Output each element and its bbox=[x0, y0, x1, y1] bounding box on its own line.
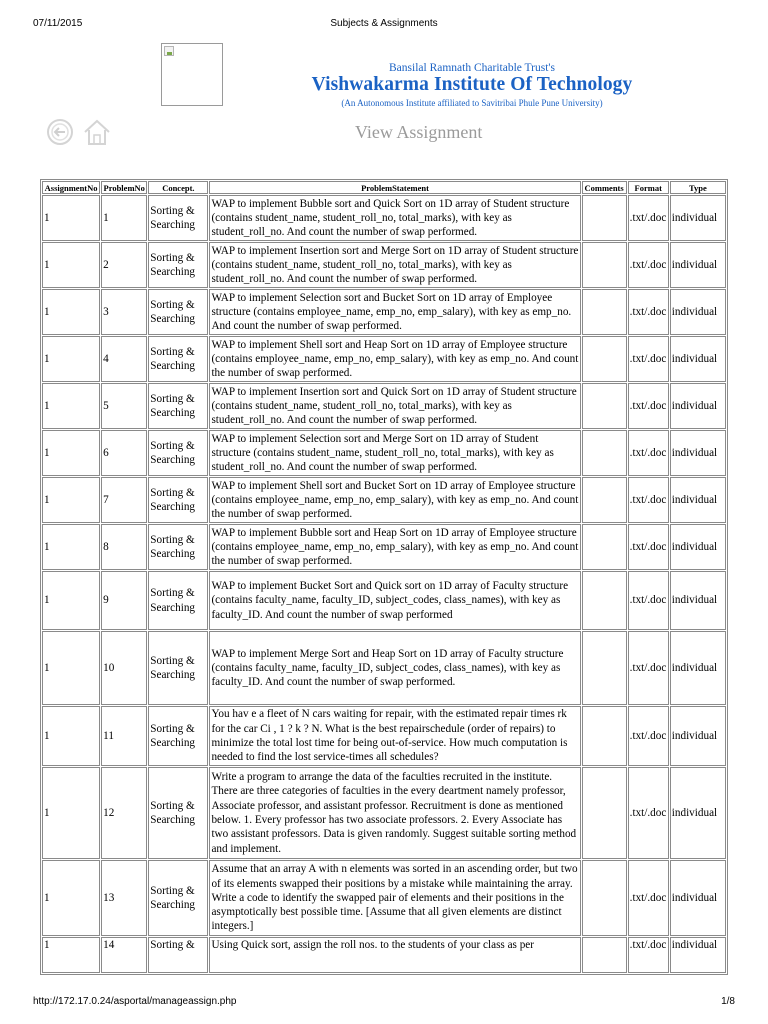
print-footer bbox=[0, 996, 768, 1010]
table-row bbox=[42, 937, 726, 973]
format-cell: .txt/.doc bbox=[628, 706, 669, 766]
format-cell: .txt/.doc bbox=[628, 383, 669, 429]
assignment-no-cell: 1 bbox=[42, 430, 100, 476]
format-cell: .txt/.doc bbox=[628, 195, 669, 241]
type-cell: individual bbox=[670, 524, 726, 570]
format-cell: .txt/.doc bbox=[628, 860, 669, 936]
back-arrow-icon[interactable] bbox=[45, 117, 75, 147]
problem-statement-cell: WAP to implement Merge Sort and Heap Sort on 1D array of Faculty structure (contains faculty_name, faculty_ID, subject_codes, class_names), with key as faculty_ID. And count the number of swap performed. bbox=[209, 631, 580, 705]
problem-statement-cell: You hav e a fleet of N cars waiting for repair, with the estimated repair times rk for the car Ci , 1 ? k ? N. What is the best repairschedule (order of repairs) to minimize the total lost time for being out-of-service. How much computation is needed to find the lost service-times all schedules? bbox=[209, 706, 580, 766]
table-row bbox=[42, 706, 726, 766]
broken-image-icon bbox=[164, 46, 174, 56]
type-cell: individual bbox=[670, 195, 726, 241]
format-cell: .txt/.doc bbox=[628, 767, 669, 859]
table-row bbox=[42, 430, 726, 476]
table-row bbox=[42, 477, 726, 523]
concept-cell: Sorting & Searching bbox=[148, 430, 208, 476]
type-cell: individual bbox=[670, 289, 726, 335]
problem-statement-cell: WAP to implement Bubble sort and Heap Sort on 1D array of Employee structure (contains employee_name, emp_no, emp_salary), with key as emp_no. And count the number of swap performed. bbox=[209, 524, 580, 570]
table-row bbox=[42, 524, 726, 570]
format-cell: .txt/.doc bbox=[628, 336, 669, 382]
table-header-row bbox=[42, 181, 726, 194]
comments-cell bbox=[582, 937, 627, 973]
home-icon[interactable] bbox=[82, 117, 112, 147]
format-cell: .txt/.doc bbox=[628, 571, 669, 630]
problem-no-cell: 5 bbox=[101, 383, 147, 429]
problem-statement-cell: Assume that an array A with n elements was sorted in an ascending order, but two of its elements swapped their positions by a mistake while maintaining the array. Write a code to identify the swapped pair of elements and their positions in the asymptotically best possible time. [Assume that all given elements are distinct integers.] bbox=[209, 860, 580, 936]
table-row bbox=[42, 571, 726, 630]
comments-cell bbox=[582, 767, 627, 859]
table-row bbox=[42, 195, 726, 241]
problem-no-cell: 6 bbox=[101, 430, 147, 476]
comments-cell bbox=[582, 706, 627, 766]
table-row bbox=[42, 336, 726, 382]
comments-cell bbox=[582, 383, 627, 429]
print-date: 07/11/2015 bbox=[33, 18, 83, 29]
format-cell: .txt/.doc bbox=[628, 430, 669, 476]
problem-no-cell: 14 bbox=[101, 937, 147, 973]
table-row bbox=[42, 631, 726, 705]
assignment-no-cell: 1 bbox=[42, 767, 100, 859]
problem-no-cell: 11 bbox=[101, 706, 147, 766]
column-header: Format bbox=[628, 181, 669, 194]
problem-statement-cell: WAP to implement Bucket Sort and Quick sort on 1D array of Faculty structure (contains faculty_name, faculty_ID, subject_codes, class_names), with key as faculty_ID. And count the number of swap performed bbox=[209, 571, 580, 630]
problem-statement-cell: Write a program to arrange the data of the faculties recruited in the institute. There are three categories of faculties in the every deartment namely professor, Associate professor, and assistant professor. Recruitment is done as mentioned below. 1. Every professor has two associate professors. 2. Every Associate has two assistant professors. Data is given randomly. Suggest suitable sorting method and implement. bbox=[209, 767, 580, 859]
problem-no-cell: 3 bbox=[101, 289, 147, 335]
comments-cell bbox=[582, 289, 627, 335]
problem-no-cell: 4 bbox=[101, 336, 147, 382]
print-title: Subjects & Assignments bbox=[330, 18, 438, 29]
problem-no-cell: 9 bbox=[101, 571, 147, 630]
table-row bbox=[42, 383, 726, 429]
comments-cell bbox=[582, 242, 627, 288]
comments-cell bbox=[582, 571, 627, 630]
print-header bbox=[0, 18, 768, 32]
comments-cell bbox=[582, 336, 627, 382]
assignment-no-cell: 1 bbox=[42, 383, 100, 429]
assignment-no-cell: 1 bbox=[42, 477, 100, 523]
format-cell: .txt/.doc bbox=[628, 242, 669, 288]
format-cell: .txt/.doc bbox=[628, 477, 669, 523]
concept-cell: Sorting & Searching bbox=[148, 706, 208, 766]
type-cell: individual bbox=[670, 383, 726, 429]
page-number: 1/8 bbox=[721, 996, 735, 1007]
problem-statement-cell: WAP to implement Bubble sort and Quick Sort on 1D array of Student structure (contains student_name, student_roll_no, total_marks), with key as student_roll_no. And count the number of swap performed. bbox=[209, 195, 580, 241]
table-row bbox=[42, 242, 726, 288]
format-cell: .txt/.doc bbox=[628, 289, 669, 335]
problem-statement-cell: WAP to implement Insertion sort and Merge Sort on 1D array of Student structure (contains student_name, student_roll_no, total_marks), with key as student_roll_no. And count the number of swap performed. bbox=[209, 242, 580, 288]
concept-cell: Sorting & Searching bbox=[148, 242, 208, 288]
problem-no-cell: 13 bbox=[101, 860, 147, 936]
column-header: ProblemStatement bbox=[209, 181, 580, 194]
column-header: Type bbox=[670, 181, 726, 194]
concept-cell: Sorting & Searching bbox=[148, 477, 208, 523]
comments-cell bbox=[582, 860, 627, 936]
assignment-no-cell: 1 bbox=[42, 336, 100, 382]
table-row bbox=[42, 860, 726, 936]
concept-cell: Sorting & Searching bbox=[148, 767, 208, 859]
concept-cell: Sorting & Searching bbox=[148, 524, 208, 570]
assignment-no-cell: 1 bbox=[42, 524, 100, 570]
column-header: ProblemNo bbox=[101, 181, 147, 194]
type-cell: individual bbox=[670, 242, 726, 288]
table-row bbox=[42, 289, 726, 335]
type-cell: individual bbox=[670, 860, 726, 936]
page-title: View Assignment bbox=[355, 122, 483, 142]
type-cell: individual bbox=[670, 706, 726, 766]
problem-statement-cell: WAP to implement Insertion sort and Quick Sort on 1D array of Student structure (contains student_name, student_roll_no, total_marks), with key as student_roll_no. And count the number of swap performed. bbox=[209, 383, 580, 429]
problem-no-cell: 10 bbox=[101, 631, 147, 705]
type-cell: individual bbox=[670, 336, 726, 382]
format-cell: .txt/.doc bbox=[628, 524, 669, 570]
problem-statement-cell: WAP to implement Shell sort and Heap Sort on 1D array of Employee structure (contains employee_name, emp_no, emp_salary), with key as emp_no. And count the number of swap performed. bbox=[209, 336, 580, 382]
concept-cell: Sorting & Searching bbox=[148, 631, 208, 705]
problem-no-cell: 1 bbox=[101, 195, 147, 241]
comments-cell bbox=[582, 195, 627, 241]
problem-statement-cell: WAP to implement Selection sort and Merge Sort on 1D array of Student structure (contains student_name, student_roll_no, total_marks), with key as student_roll_no. And count the number of swap performed. bbox=[209, 430, 580, 476]
institute-name: Vishwakarma Institute Of Technology bbox=[311, 74, 633, 95]
assignment-no-cell: 1 bbox=[42, 937, 100, 973]
assignment-no-cell: 1 bbox=[42, 289, 100, 335]
assignment-no-cell: 1 bbox=[42, 860, 100, 936]
concept-cell: Sorting & Searching bbox=[148, 195, 208, 241]
institute-affiliation: (An Autonomous Institute affiliated to Savitribai Phule Pune University) bbox=[341, 98, 603, 108]
column-header: Concept. bbox=[148, 181, 208, 194]
assignment-no-cell: 1 bbox=[42, 195, 100, 241]
comments-cell bbox=[582, 524, 627, 570]
assignment-no-cell: 1 bbox=[42, 706, 100, 766]
problem-no-cell: 2 bbox=[101, 242, 147, 288]
logo-image-placeholder bbox=[161, 43, 223, 106]
type-cell: individual bbox=[670, 477, 726, 523]
column-header: Comments bbox=[582, 181, 627, 194]
assignment-no-cell: 1 bbox=[42, 242, 100, 288]
column-header: AssignmentNo bbox=[42, 181, 100, 194]
type-cell: individual bbox=[670, 937, 726, 973]
assignment-table bbox=[40, 179, 728, 975]
problem-statement-cell: Using Quick sort, assign the roll nos. to the students of your class as per bbox=[209, 937, 580, 973]
problem-no-cell: 7 bbox=[101, 477, 147, 523]
type-cell: individual bbox=[670, 430, 726, 476]
problem-no-cell: 12 bbox=[101, 767, 147, 859]
comments-cell bbox=[582, 430, 627, 476]
comments-cell bbox=[582, 477, 627, 523]
type-cell: individual bbox=[670, 631, 726, 705]
comments-cell bbox=[582, 631, 627, 705]
format-cell: .txt/.doc bbox=[628, 937, 669, 973]
concept-cell: Sorting & Searching bbox=[148, 289, 208, 335]
concept-cell: Sorting & Searching bbox=[148, 336, 208, 382]
concept-cell: Sorting & Searching bbox=[148, 571, 208, 630]
problem-no-cell: 8 bbox=[101, 524, 147, 570]
concept-cell: Sorting & Searching bbox=[148, 860, 208, 936]
format-cell: .txt/.doc bbox=[628, 631, 669, 705]
type-cell: individual bbox=[670, 767, 726, 859]
problem-statement-cell: WAP to implement Shell sort and Bucket Sort on 1D array of Employee structure (contains employee_name, emp_no, emp_salary), with key as emp_no. And count the number of swap performed. bbox=[209, 477, 580, 523]
page-url: http://172.17.0.24/asportal/manageassign.php bbox=[33, 996, 237, 1007]
concept-cell: Sorting & Searching bbox=[148, 383, 208, 429]
problem-statement-cell: WAP to implement Selection sort and Bucket Sort on 1D array of Employee structure (contains employee_name, emp_no, emp_salary), with key as emp_no. And count the number of swap performed. bbox=[209, 289, 580, 335]
concept-cell: Sorting & bbox=[148, 937, 208, 973]
table-row bbox=[42, 767, 726, 859]
trust-name: Bansilal Ramnath Charitable Trust's bbox=[389, 62, 555, 74]
type-cell: individual bbox=[670, 571, 726, 630]
assignment-no-cell: 1 bbox=[42, 631, 100, 705]
assignment-no-cell: 1 bbox=[42, 571, 100, 630]
